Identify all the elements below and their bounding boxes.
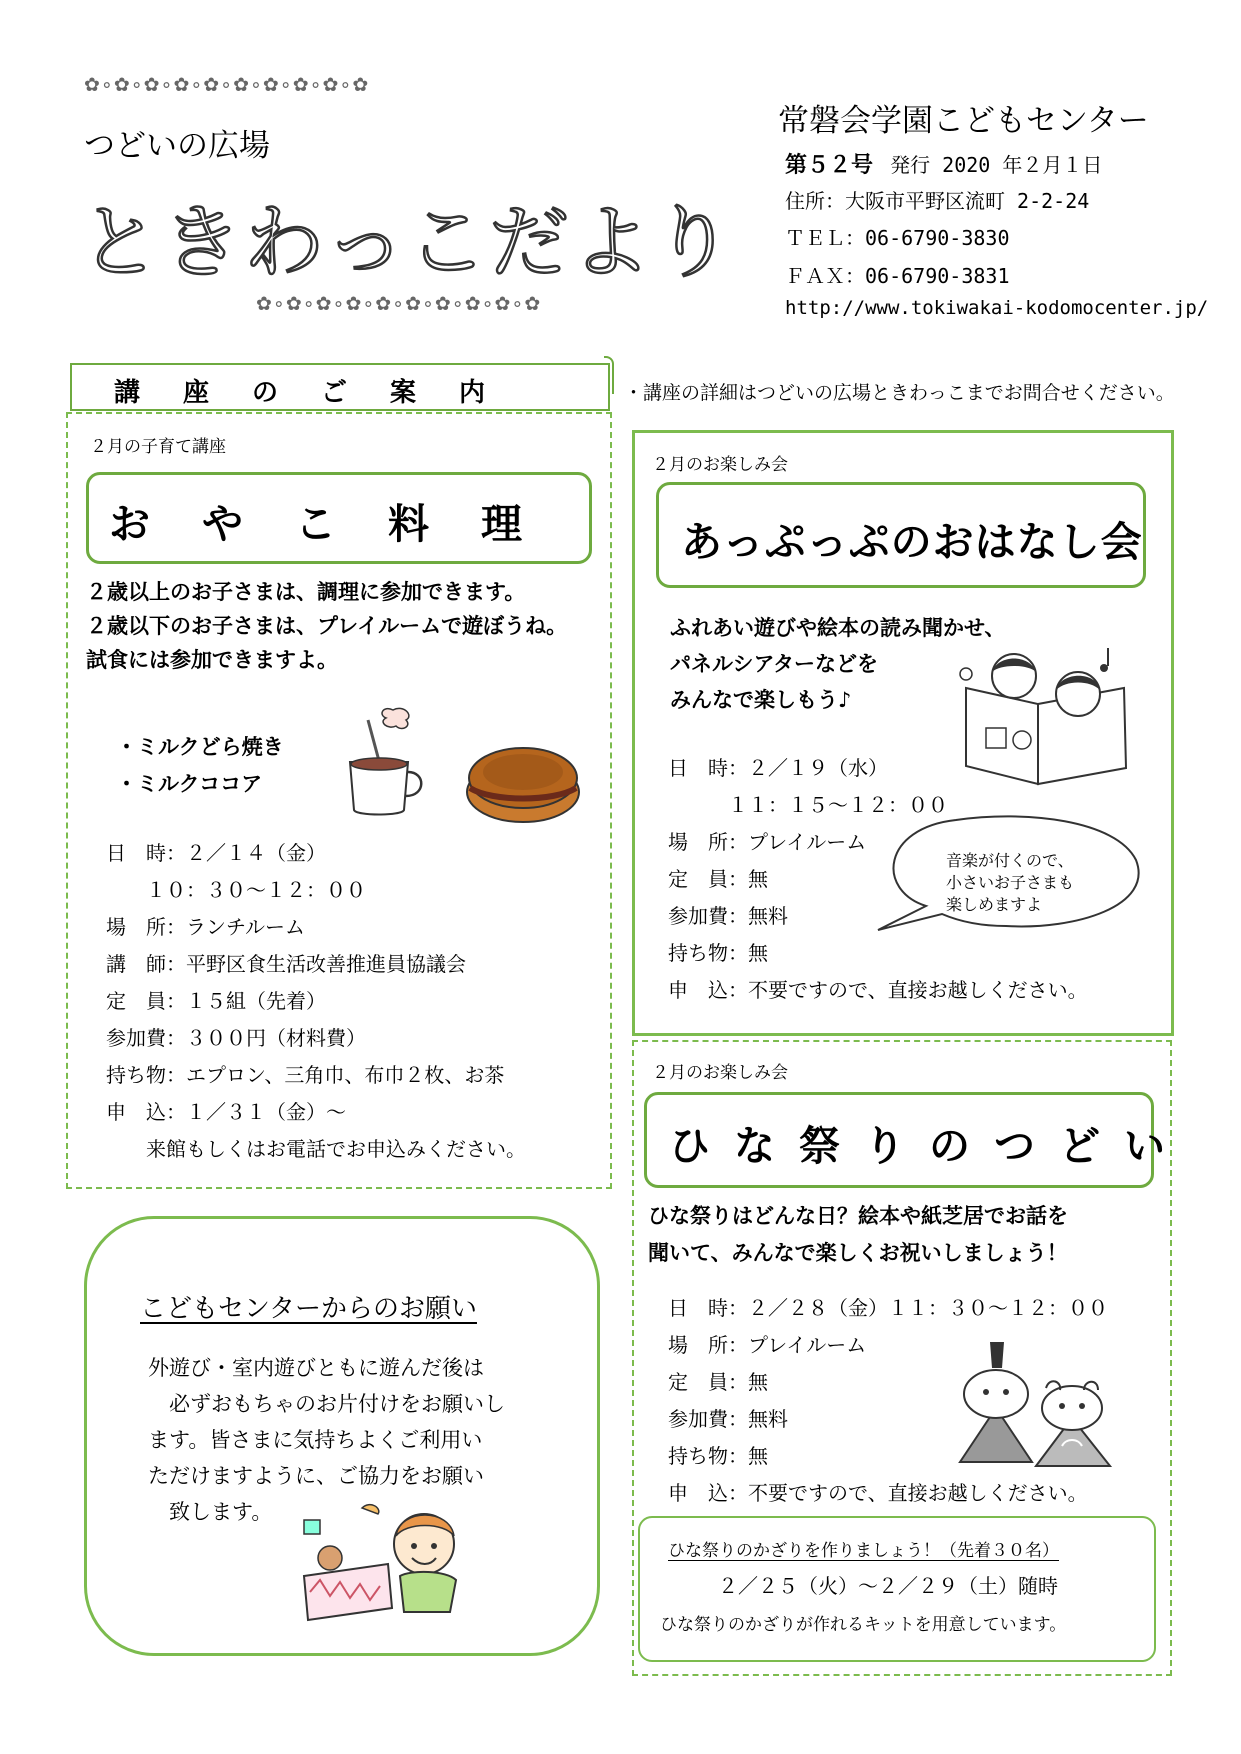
detail-line: 参加費：３００円（材料費） <box>106 1026 366 1050</box>
detail-line: 申 込：不要ですので、直接お越しください。 <box>668 1481 1088 1505</box>
menu-item: ・ミルクどら焼き <box>116 735 284 759</box>
story-title: あっぷっぷのおはなし会 <box>681 518 1143 566</box>
detail-line: 定 員：無 <box>668 867 768 891</box>
speech-bubble-text <box>946 850 1074 916</box>
detail-line: 参加費：無料 <box>668 1407 788 1431</box>
dorayaki-illustration <box>462 742 584 828</box>
craft-note: ひな祭りのかざりが作れるキットを用意しています。 <box>660 1615 1067 1635</box>
newsletter-subtitle: つどいの広場 <box>84 128 270 164</box>
cooking-menu <box>116 729 284 803</box>
bubble-line: 小さいお子さまも <box>946 873 1075 892</box>
story-lead <box>670 610 1005 718</box>
cocoa-cup-illustration <box>338 700 438 820</box>
child-toybox-illustration <box>300 1500 468 1624</box>
request-title: こどもセンターからのお願い <box>140 1294 477 1324</box>
cooking-details <box>106 835 526 1168</box>
request-line: 致します。 <box>148 1500 273 1524</box>
website-link[interactable]: http://www.tokiwakai-kodomocenter.jp/ <box>785 297 1209 319</box>
bubble-line: 楽しめますよ <box>946 895 1043 914</box>
detail-line: 申 込：１／３１（金）～ <box>106 1100 346 1124</box>
issue-line <box>785 148 1102 179</box>
story-lead-line: ふれあい遊びや絵本の読み聞かせ、 <box>670 616 1006 640</box>
detail-line: 申 込：不要ですので、直接お越しください。 <box>668 978 1088 1002</box>
flower-border-top: ✿∘✿∘✿∘✿∘✿∘✿∘✿∘✿∘✿∘✿ <box>84 74 370 96</box>
request-line: ます。皆さまに気持ちよくご利用い <box>148 1428 483 1452</box>
cooking-title-box <box>86 472 592 564</box>
detail-line: 日 時：２／１４（金） <box>106 841 326 865</box>
detail-line: 参加費：無料 <box>668 904 788 928</box>
fax: ＦＡＸ：06-6790-3831 <box>785 264 1010 288</box>
courses-banner-label: 講座のご案内 <box>114 378 529 408</box>
bubble-line: 音楽が付くので、 <box>946 851 1074 870</box>
detail-line: １１：１５～１２：００ <box>668 793 948 817</box>
detail-line: 場 所：プレイルーム <box>668 830 867 854</box>
detail-line: １０：３０～１２：００ <box>106 878 366 902</box>
organization-name: 常磐会学園こどもセンター <box>778 103 1149 139</box>
request-line: ただけますように、ご協力をお願い <box>148 1464 484 1488</box>
hina-section-label: ２月のお楽しみ会 <box>652 1063 788 1083</box>
story-lead-line: パネルシアターなどを <box>670 652 879 676</box>
cooking-lead <box>86 575 567 677</box>
story-lead-line: みんなで楽しもう♪ <box>670 688 852 712</box>
newsletter-title: ときわっこだより <box>80 196 736 289</box>
hina-title: ひな祭りのつどい <box>669 1122 1189 1170</box>
detail-line: 持ち物：無 <box>668 941 768 965</box>
cooking-lead-line: 試食には参加できますよ。 <box>86 648 338 672</box>
courses-banner <box>70 363 610 411</box>
hina-title-box <box>644 1092 1189 1188</box>
hina-dolls-illustration <box>950 1338 1126 1472</box>
cooking-section-label: ２月の子育て講座 <box>90 437 226 457</box>
hina-lead-line: 聞いて、みんなで楽しくお祝いしましょう！ <box>648 1241 1068 1265</box>
cooking-lead-line: ２歳以上のお子さまは、調理に参加できます。 <box>86 580 526 604</box>
address: 住所：大阪市平野区流町 2-2-24 <box>785 189 1090 213</box>
detail-line: 日 時：２／１９（水） <box>668 756 888 780</box>
courses-note: ・講座の詳細はつどいの広場ときわっこまでお問合せください。 <box>624 382 1175 404</box>
detail-line: 場 所：ランチルーム <box>106 915 305 939</box>
detail-line: 持ち物：エプロン、三角巾、布巾２枚、お茶 <box>106 1063 505 1087</box>
publish-date: 発行 2020 年２月１日 <box>890 153 1103 177</box>
hina-lead-line: ひな祭りはどんな日？絵本や紙芝居でお話を <box>648 1204 1068 1228</box>
craft-title: ひな祭りのかざりを作りましょう！（先着３０名） <box>668 1541 1059 1561</box>
detail-line: 定 員：無 <box>668 1370 768 1394</box>
banner-scroll-curl <box>604 356 614 394</box>
detail-line: 場 所：プレイルーム <box>668 1333 867 1357</box>
detail-line: 講 師：平野区食生活改善推進員協議会 <box>106 952 466 976</box>
telephone: ＴＥＬ：06-6790-3830 <box>785 226 1010 250</box>
flower-border-bottom: ✿∘✿∘✿∘✿∘✿∘✿∘✿∘✿∘✿∘✿ <box>256 293 542 315</box>
detail-line: 来館もしくはお電話でお申込みください。 <box>106 1137 526 1161</box>
request-line: 必ずおもちゃのお片付けをお願いし <box>148 1392 505 1416</box>
menu-item: ・ミルクココア <box>116 772 263 796</box>
detail-line: 持ち物：無 <box>668 1444 768 1468</box>
detail-line: 日 時：２／２８（金）１１：３０～１２：００ <box>668 1296 1108 1320</box>
request-line: 外遊び・室内遊びともに遊んだ後は <box>148 1356 484 1380</box>
issue-number: 第５２号 <box>785 153 874 178</box>
craft-dates: ２／２５（火）～２／２９（土）随時 <box>718 1574 1058 1598</box>
story-section-label: ２月のお楽しみ会 <box>652 455 788 475</box>
cooking-lead-line: ２歳以下のお子さまは、プレイルームで遊ぼうね。 <box>86 614 568 638</box>
hina-lead <box>648 1198 1068 1272</box>
story-title-box <box>656 482 1146 588</box>
cooking-title: おやこ料理 <box>109 500 574 548</box>
detail-line: 定 員：１５組（先着） <box>106 989 326 1013</box>
